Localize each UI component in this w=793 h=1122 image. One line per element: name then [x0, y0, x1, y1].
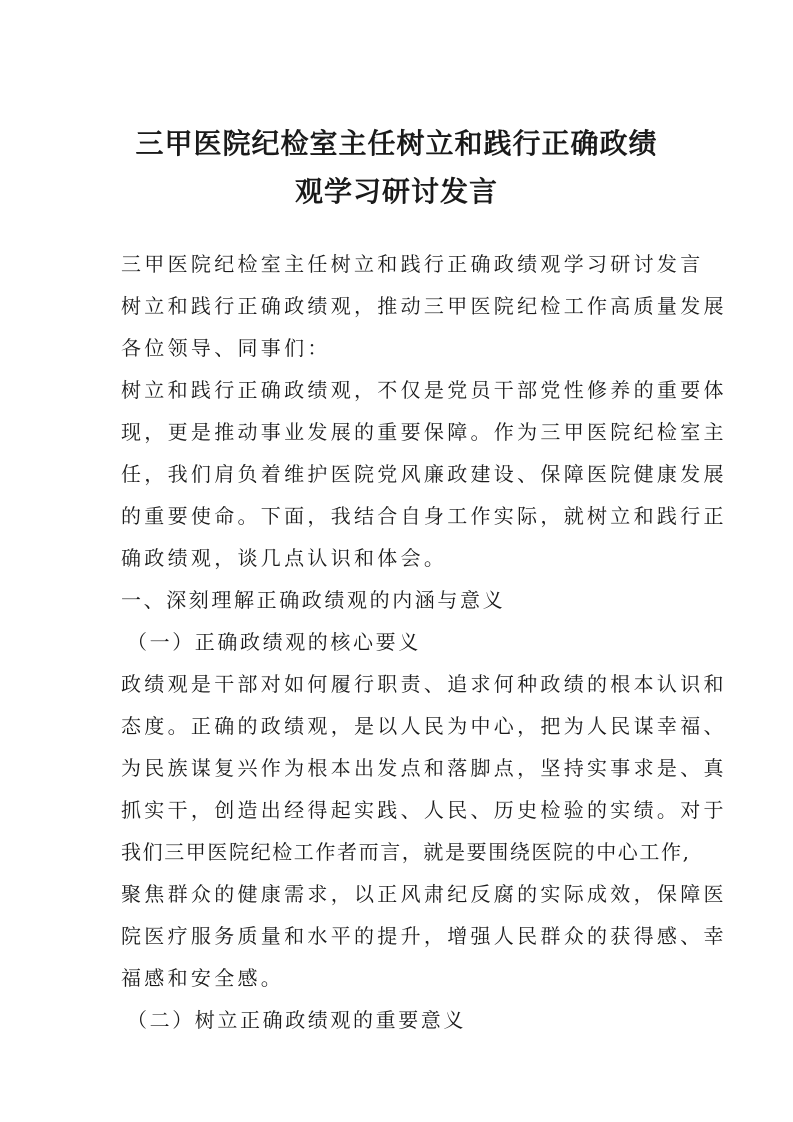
paragraph-line: 树立和践行正确政绩观，不仅是党员干部党性修养的重要体: [121, 378, 727, 402]
paragraph-line: 确政绩观，谈几点认识和体会。: [121, 546, 448, 570]
paragraph-line: 为民族谋复兴作为根本出发点和落脚点，坚持实事求是、真: [121, 756, 727, 780]
paragraph-line: 的重要使命。下面，我结合自身工作实际，就树立和践行正: [121, 504, 727, 528]
subsection-heading-2: （二）树立正确政绩观的重要意义: [127, 1008, 466, 1032]
paragraph-line: 聚焦群众的健康需求，以正风肃纪反腐的实际成效，保障医: [121, 882, 727, 906]
paragraph-line: 现，更是推动事业发展的重要保障。作为三甲医院纪检室主: [121, 420, 727, 444]
document-body: [121, 243, 727, 1041]
paragraph-line: 抓实干，创造出经得起实践、人民、历史检验的实绩。对于: [121, 798, 727, 822]
subtitle-line: 三甲医院纪检室主任树立和践行正确政绩观学习研讨发言: [121, 252, 704, 276]
paragraph-line: 我们三甲医院纪检工作者而言，就是要围绕医院的中心工作,: [121, 840, 691, 864]
theme-line: 树立和践行正确政绩观，推动三甲医院纪检工作高质量发展: [121, 294, 727, 318]
document-title-line-1: 三甲医院纪检室主任树立和践行正确政绩: [135, 127, 658, 160]
section-heading-1: 一、深刻理解正确政绩观的内涵与意义: [121, 588, 506, 612]
paragraph-line: 院医疗服务质量和水平的提升，增强人民群众的获得感、幸: [121, 924, 727, 948]
document-title-line-2: 观学习研讨发言: [294, 175, 498, 208]
paragraph-line: 福感和安全感。: [121, 966, 285, 990]
paragraph-line: 政绩观是干部对如何履行职责、追求何种政绩的根本认识和: [121, 672, 727, 696]
salutation: 各位领导、同事们：: [121, 336, 331, 360]
paragraph-line: 任，我们肩负着维护医院党风廉政建设、保障医院健康发展: [121, 462, 727, 486]
paragraph-line: 态度。正确的政绩观，是以人民为中心，把为人民谋幸福、: [121, 714, 727, 738]
subsection-heading-1: （一）正确政绩观的核心要义: [127, 630, 421, 654]
